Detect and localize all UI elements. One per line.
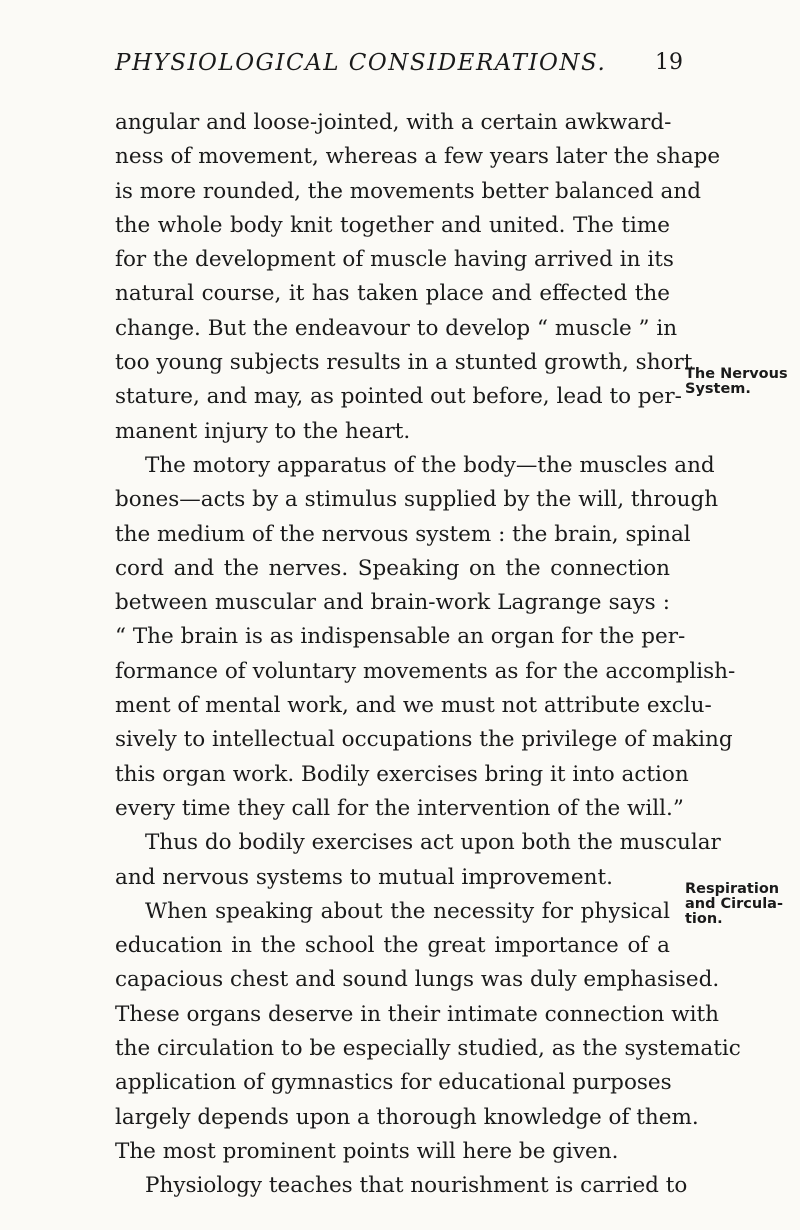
text-line: formance of voluntary movements as for the accomplish- <box>115 658 736 684</box>
running-title: PHYSIOLOGICAL CONSIDERATIONS. <box>115 50 607 76</box>
text-line: Physiology teaches that nourishment is carried to <box>145 1173 688 1199</box>
text-line: The motory apparatus of the body—the muscles and <box>145 452 715 478</box>
text-line: angular and loose-jointed, with a certain awkward- <box>115 110 672 135</box>
text-line: education in the school the great importance of a <box>115 933 670 959</box>
text-line: and nervous systems to mutual improvement. <box>115 864 613 890</box>
margin-note-respiration <box>685 882 797 927</box>
margin-note-nervous-system <box>685 367 797 397</box>
text-line: ness of movement, whereas a few years later the shape <box>115 144 721 170</box>
margin-note-line: tion. <box>685 911 723 927</box>
text-line: ment of mental work, and we must not attribute exclu- <box>115 693 712 719</box>
text-line: When speaking about the necessity for physical <box>145 898 670 924</box>
text-line: is more rounded, the movements better balanced and <box>115 178 701 204</box>
text-line: change. But the endeavour to develop “ muscle ” in <box>115 315 678 341</box>
text-line: capacious chest and sound lungs was duly emphasised. <box>115 967 720 993</box>
text-line: the circulation to be especially studied, as the systematic <box>115 1036 741 1062</box>
page-header <box>115 50 683 80</box>
text-line: “ The brain is as indispensable an organ for the per- <box>115 624 686 650</box>
text-line: manent injury to the heart. <box>115 418 411 444</box>
margin-note-line: The Nervous <box>685 366 788 382</box>
text-line: for the development of muscle having arrived in its <box>115 247 674 273</box>
text-line: largely depends upon a thorough knowledge of them. <box>115 1104 699 1130</box>
text-line: the whole body knit together and united. The time <box>115 212 670 238</box>
text-line: Thus do bodily exercises act upon both the muscular <box>145 830 721 856</box>
text-line: stature, and may, as pointed out before, lead to per- <box>115 384 682 410</box>
page-number: 19 <box>655 50 683 75</box>
text-line: natural course, it has taken place and effected the <box>115 281 670 307</box>
margin-note-line: System. <box>685 381 751 397</box>
text-line: the medium of the nervous system : the brain, spinal <box>115 521 691 547</box>
text-line: cord and the nerves. Speaking on the connection <box>115 555 670 581</box>
margin-note-line: and Circula- <box>685 896 783 912</box>
text-line: sively to intellectual occupations the privilege of making <box>115 727 733 753</box>
text-line: every time they call for the intervention of the will.” <box>115 795 684 821</box>
text-line: too young subjects results in a stunted growth, short <box>115 350 693 376</box>
text-line: bones—acts by a stimulus supplied by the will, through <box>115 487 719 513</box>
text-line: this organ work. Bodily exercises bring it into action <box>115 761 689 787</box>
margin-note-line: Respiration <box>685 881 780 897</box>
text-line: application of gymnastics for educational purposes <box>115 1070 672 1096</box>
text-line: These organs deserve in their intimate connection with <box>115 1001 719 1027</box>
text-line: between muscular and brain-work Lagrange says : <box>115 590 670 616</box>
text-line: The most prominent points will here be given. <box>115 1138 619 1164</box>
